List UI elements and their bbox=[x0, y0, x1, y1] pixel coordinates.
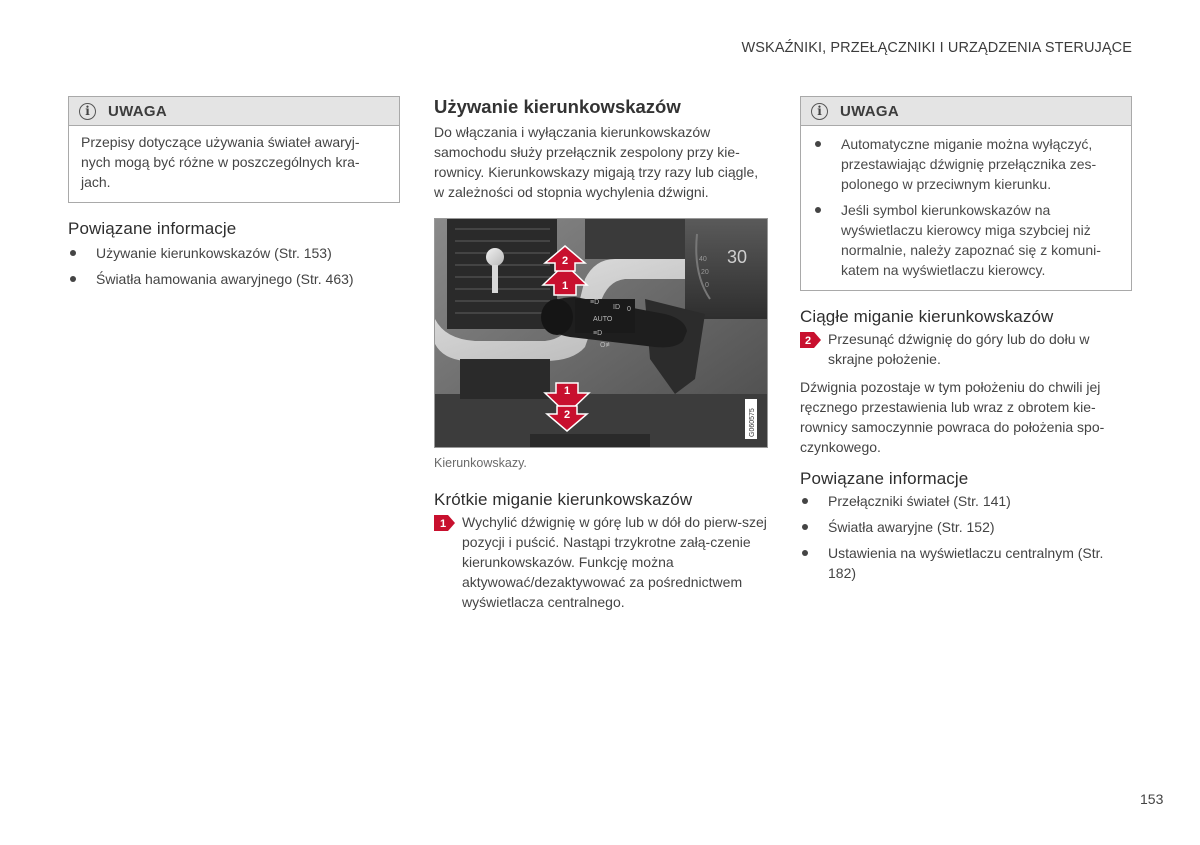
running-header: WSKAŹNIKI, PRZEŁĄCZNIKI I URZĄDZENIA STERUJĄCE bbox=[741, 40, 1132, 56]
related-list bbox=[800, 491, 1132, 583]
note-list bbox=[813, 134, 1113, 280]
column-right bbox=[800, 96, 1132, 589]
arrow-label: 1 bbox=[563, 385, 571, 397]
lever-symbol: O≢ bbox=[600, 342, 613, 349]
note-body bbox=[69, 126, 399, 202]
page-number: 153 bbox=[1140, 791, 1164, 807]
lever-symbol: ID bbox=[613, 304, 620, 311]
related-link[interactable]: Światła hamowania awaryjnego (Str. 463) bbox=[68, 269, 400, 289]
lever-illustration-svg bbox=[435, 219, 768, 448]
note-header bbox=[801, 97, 1131, 126]
step-badge-icon bbox=[800, 332, 821, 353]
arrow-label: 2 bbox=[561, 255, 569, 267]
figure-caption: Kierunkowskazy. bbox=[434, 456, 527, 470]
info-icon: i bbox=[79, 103, 96, 120]
note-box bbox=[800, 96, 1132, 291]
related-link[interactable]: Ustawienia na wyświetlaczu centralnym (Str. 182) bbox=[800, 543, 1132, 583]
intro-text: Do włączania i wyłączania kierunkowskazów samochodu służy przełącznik zespolony przy kie-rownicy. Kierunkowskazy migają trzy razy lub ciągle, w zależności od stopnia wychylenia dźwigni. bbox=[434, 124, 759, 200]
lever-symbol: 0 bbox=[627, 306, 631, 313]
gauge-tick: 0 bbox=[705, 282, 709, 289]
section-title: Używanie kierunkowskazów bbox=[434, 96, 681, 117]
note-box bbox=[68, 96, 400, 203]
figure-speed: 30 bbox=[727, 247, 748, 267]
related-heading: Powiązane informacje bbox=[800, 469, 969, 488]
lever-illustration bbox=[434, 218, 768, 448]
step-1 bbox=[434, 512, 768, 612]
continuous-blink-heading: Ciągłe miganie kierunkowskazów bbox=[800, 307, 1054, 326]
note-item: Jeśli symbol kierunkowskazów na wyświetlaczu kierowcy miga szybciej niż normalnie, należy zapoznać się z komuni-katem na wyświetlaczu kierowcy. bbox=[813, 200, 1113, 280]
related-link[interactable]: Przełączniki świateł (Str. 141) bbox=[800, 491, 1132, 511]
step-number: 1 bbox=[440, 518, 447, 530]
column-left bbox=[68, 96, 400, 295]
lever-symbol: AUTO bbox=[593, 316, 613, 323]
continuous-text: Dźwignia pozostaje w tym położeniu do chwili jej ręcznego przestawienia lub wraz z obrotem kie-rownicy samoczynnie powraca do położenia spo-czynkowego. bbox=[800, 379, 1105, 455]
short-blink-heading: Krótkie miganie kierunkowskazów bbox=[434, 490, 693, 509]
step-badge-icon bbox=[434, 515, 455, 536]
related-heading: Powiązane informacje bbox=[68, 219, 237, 238]
step-1-text: Wychylić dźwignię w górę lub w dół do pierw-szej pozycji i puścić. Nastąpi trzykrotne załą-czenie kierunkowskazów. Funkcję można aktywować/dezaktywować za pośrednictwem wyświetlacza centralnego. bbox=[462, 514, 767, 610]
gauge-tick: 40 bbox=[699, 256, 707, 263]
arrow-label: 1 bbox=[561, 280, 569, 292]
note-title: UWAGA bbox=[108, 102, 167, 120]
step-2 bbox=[800, 329, 1132, 369]
column-middle bbox=[434, 96, 768, 612]
info-icon: i bbox=[811, 103, 828, 120]
note-header bbox=[69, 97, 399, 126]
lever-symbol: ≡D bbox=[590, 299, 600, 306]
note-text: Przepisy dotyczące używania świateł awaryj-nych mogą być różne w poszczególnych kra-jach. bbox=[81, 134, 360, 190]
note-body bbox=[801, 126, 1131, 290]
lever-symbol: ≡D bbox=[593, 330, 603, 337]
related-list bbox=[68, 243, 400, 289]
note-item: Automatyczne miganie można wyłączyć, przestawiając dźwignię przełącznika zes-polonego w przeciwnym kierunku. bbox=[813, 134, 1113, 194]
step-2-text: Przesunąć dźwignię do góry lub do dołu w skrajne położenie. bbox=[828, 331, 1090, 367]
related-link[interactable]: Światła awaryjne (Str. 152) bbox=[800, 517, 1132, 537]
arrow-label: 2 bbox=[563, 409, 571, 421]
related-link[interactable]: Używanie kierunkowskazów (Str. 153) bbox=[68, 243, 400, 263]
step-number: 2 bbox=[805, 335, 812, 347]
figure-code: G060575 bbox=[749, 408, 756, 437]
gauge-tick: 20 bbox=[701, 269, 709, 276]
note-title: UWAGA bbox=[840, 102, 899, 120]
